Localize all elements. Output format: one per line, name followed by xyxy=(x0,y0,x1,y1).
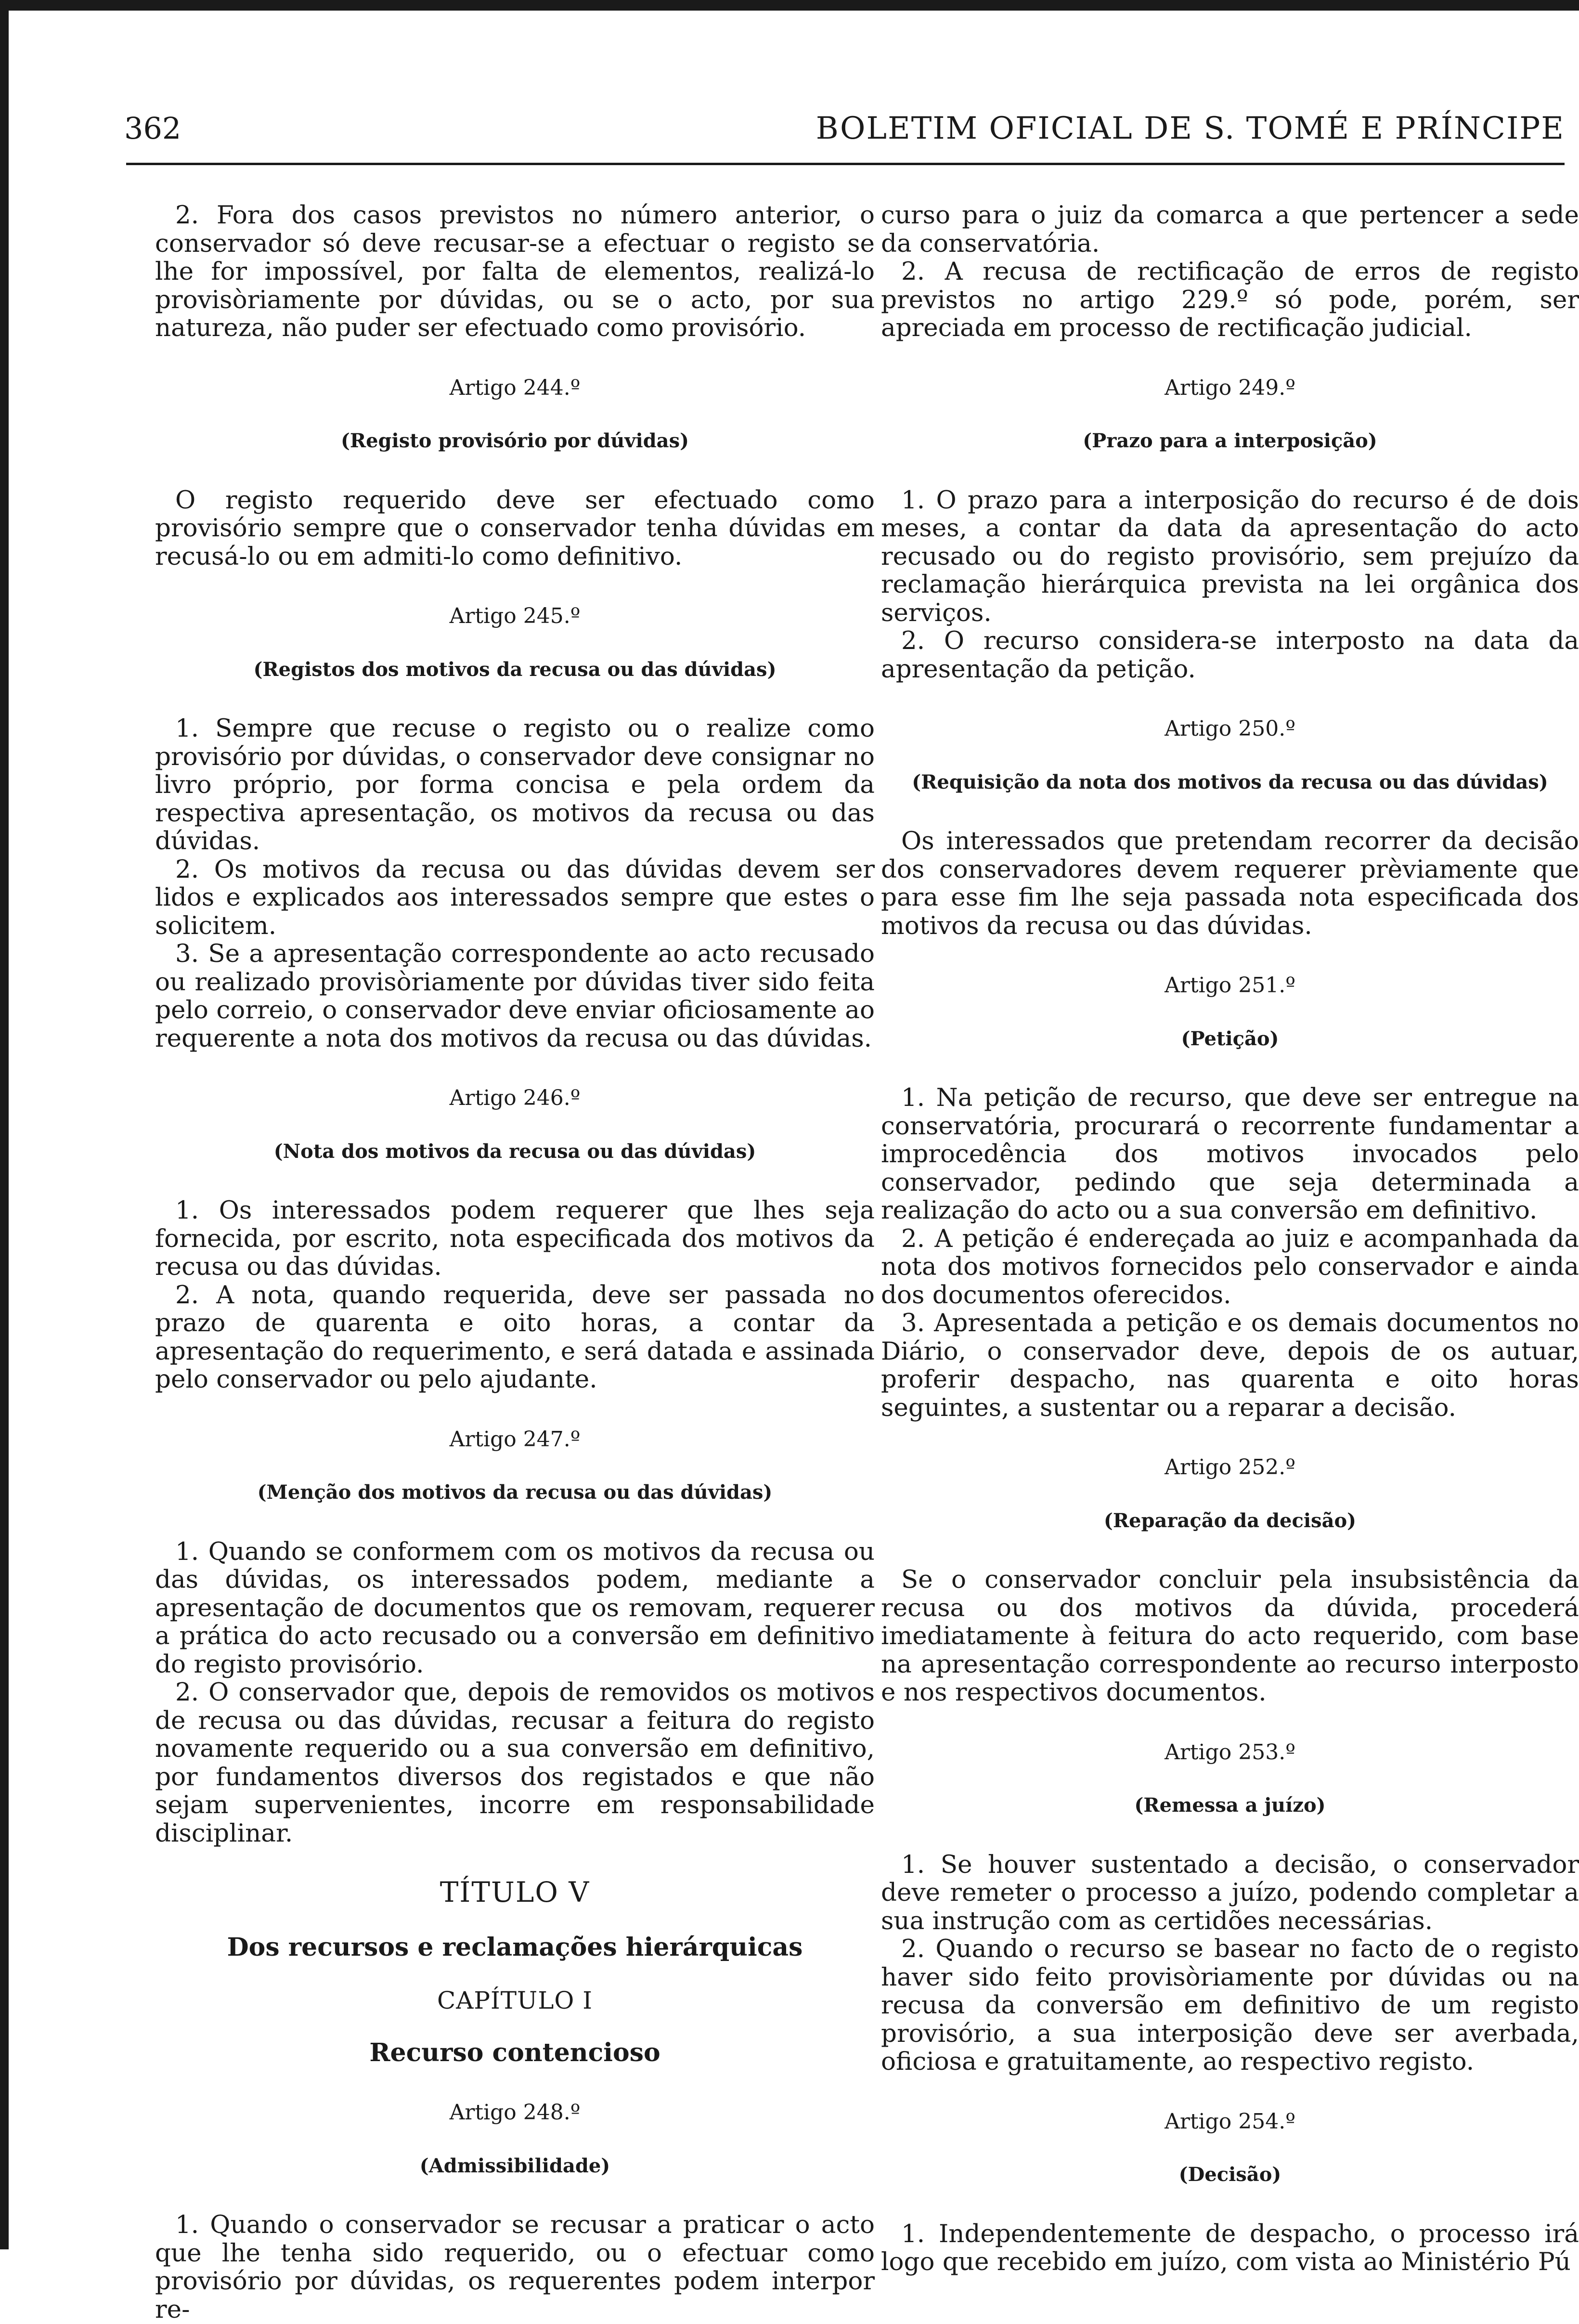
article-title: (Requisição da nota dos motivos da recusa ou das dúvidas) xyxy=(912,770,1548,793)
page-border-left xyxy=(0,0,9,2249)
article-title: (Petição) xyxy=(1181,1027,1279,1050)
article-number: Artigo 253.º xyxy=(1165,1740,1295,1765)
article-title: (Registo provisório por dúvidas) xyxy=(340,429,689,452)
article-number: Artigo 252.º xyxy=(1165,1455,1295,1480)
paragraph: 1. Na petição de recurso, que deve ser entregue na conservatória, procurará o recorrente fundamentar a improcedência dos motivos invocados pelo conservador, pedindo que seja determinada a realização do acto ou a sua conversão em definitivo. xyxy=(881,1083,1579,1225)
left-column xyxy=(155,201,875,2324)
paragraph: 2. Fora dos casos previstos no número anterior, o conservador só deve recusar-se a efectuar o registo se lhe for impossível, por falta de elementos, realizá-lo provisòriamente por dúvidas, ou se o acto, por sua natureza, não puder ser efectuado como provisório. xyxy=(155,201,875,342)
article-title: (Remessa a juízo) xyxy=(1134,1794,1326,1817)
paragraph: 2. Quando o recurso se basear no facto de o registo haver sido feito provisòriamente por dúvidas ou na recusa da conversão em definitivo de um registo provisório, a sua interposição deve ser averbada, oficiosa e gratuitamente, ao respectivo registo. xyxy=(881,1935,1579,2076)
article-number: Artigo 247.º xyxy=(449,1427,581,1452)
article-number: Artigo 251.º xyxy=(1165,973,1295,998)
paragraph: 2. O conservador que, depois de removidos os motivos de recusa ou das dúvidas, recusar a feitura do registo novamente requerido ou a sua conversão em definitivo, por fundamentos diversos dos registados e que não sejam supervenientes, incorre em responsabilidade disciplinar. xyxy=(155,1678,875,1848)
paragraph: 1. Quando se conformem com os motivos da recusa ou das dúvidas, os interessados podem, mediante a apresentação de documentos que os removam, requerer a prática do acto recusado ou a conversão em definitivo do registo provisório. xyxy=(155,1537,875,1679)
article-number: Artigo 245.º xyxy=(449,604,581,628)
article-title: (Menção dos motivos da recusa ou das dúvidas) xyxy=(257,1481,773,1504)
chapter-subheading: Recurso contencioso xyxy=(369,2038,660,2067)
paragraph: Se o conservador concluir pela insubsistência da recusa ou dos motivos da dúvida, procederá imediatamente à feitura do acto requerido, com base na apresentação correspondente ao recurso interposto e nos respectivos documentos. xyxy=(881,1565,1579,1707)
paragraph: 3. Apresentada a petição e os demais documentos no Diário, o conservador deve, depois de os autuar, proferir despacho, nas quarenta e oito horas seguintes, a sustentar ou a reparar a decisão. xyxy=(881,1309,1579,1422)
running-title: BOLETIM OFICIAL DE S. TOMÉ E PRÍNCIPE xyxy=(815,111,1565,146)
article-number: Artigo 254.º xyxy=(1165,2109,1295,2134)
paragraph: 1. Se houver sustentado a decisão, o conservador deve remeter o processo a juízo, podendo completar a sua instrução com as certidões necessárias. xyxy=(881,1850,1579,1935)
article-number: Artigo 248.º xyxy=(449,2100,581,2125)
header-rule xyxy=(126,163,1565,165)
article-number: Artigo 244.º xyxy=(449,375,581,400)
paragraph: 1. Independentemente de despacho, o processo irá logo que recebido em juízo, com vista ao Ministério Pú xyxy=(881,2219,1579,2276)
article-number: Artigo 246.º xyxy=(449,1086,581,1110)
article-title: (Prazo para a interposição) xyxy=(1083,429,1377,452)
page-number: 362 xyxy=(124,111,181,146)
paragraph: O registo requerido deve ser efectuado como provisório sempre que o conservador tenha dúvidas em recusá-lo ou em admiti-lo como definitivo. xyxy=(155,485,875,571)
article-number: Artigo 249.º xyxy=(1165,375,1295,400)
article-title: (Nota dos motivos da recusa ou das dúvidas) xyxy=(273,1140,756,1163)
chapter-heading: CAPÍTULO I xyxy=(437,1986,593,2014)
article-number: Artigo 250.º xyxy=(1165,716,1295,741)
paragraph: 1. Quando o conservador se recusar a praticar o acto que lhe tenha sido requerido, ou o efectuar como provisório por dúvidas, os requerentes podem interpor re- xyxy=(155,2210,875,2324)
paragraph: curso para o juiz da comarca a que pertencer a sede da conservatória. xyxy=(881,201,1579,258)
paragraph: 2. O recurso considera-se interposto na data da apresentação da petição. xyxy=(881,626,1579,684)
paragraph: 1. Sempre que recuse o registo ou o realize como provisório por dúvidas, o conservador deve consignar no livro próprio, por forma concisa e pela ordem da respectiva apresentação, os motivos da recusa ou das dúvidas. xyxy=(155,714,875,856)
paragraph: 2. Os motivos da recusa ou das dúvidas devem ser lidos e explicados aos interessados sempre que estes o solicitem. xyxy=(155,855,875,940)
article-title: (Reparação da decisão) xyxy=(1103,1509,1357,1532)
paragraph: 3. Se a apresentação correspondente ao acto recusado ou realizado provisòriamente por dúvidas tiver sido feita pelo correio, o conservador deve enviar oficiosamente ao requerente a nota dos motivos da recusa ou das dúvidas. xyxy=(155,939,875,1053)
paragraph: Os interessados que pretendam recorrer da decisão dos conservadores devem requerer prèviamente que para esse fim lhe seja passada nota especificada dos motivos da recusa ou das dúvidas. xyxy=(881,827,1579,940)
paragraph: 2. A petição é endereçada ao juiz e acompanhada da nota dos motivos fornecidos pelo conservador e ainda dos documentos oferecidos. xyxy=(881,1224,1579,1310)
article-title: (Registos dos motivos da recusa ou das dúvidas) xyxy=(253,658,777,681)
article-title: (Decisão) xyxy=(1178,2163,1281,2186)
right-column xyxy=(881,201,1579,2276)
paragraph: 2. A recusa de rectificação de erros de registo previstos no artigo 229.º só pode, porém, ser apreciada em processo de rectificação judicial. xyxy=(881,257,1579,342)
paragraph: 1. Os interessados podem requerer que lhes seja fornecida, por escrito, nota especificada dos motivos da recusa ou das dúvidas. xyxy=(155,1196,875,1281)
title-subheading: Dos recursos e reclamações hierárquicas xyxy=(227,1932,803,1962)
title-heading: TÍTULO V xyxy=(440,1876,590,1909)
paragraph: 2. A nota, quando requerida, deve ser passada no prazo de quarenta e oito horas, a contar da apresentação do requerimento, e será datada e assinada pelo conservador ou pelo ajudante. xyxy=(155,1280,875,1394)
paragraph: 1. O prazo para a interposição do recurso é de dois meses, a contar da data da apresentação do acto recusado ou do registo provisório, sem prejuízo da reclamação hierárquica prevista na lei orgânica dos serviços. xyxy=(881,485,1579,627)
article-title: (Admissibilidade) xyxy=(419,2154,610,2177)
page-border-top xyxy=(0,0,1579,11)
